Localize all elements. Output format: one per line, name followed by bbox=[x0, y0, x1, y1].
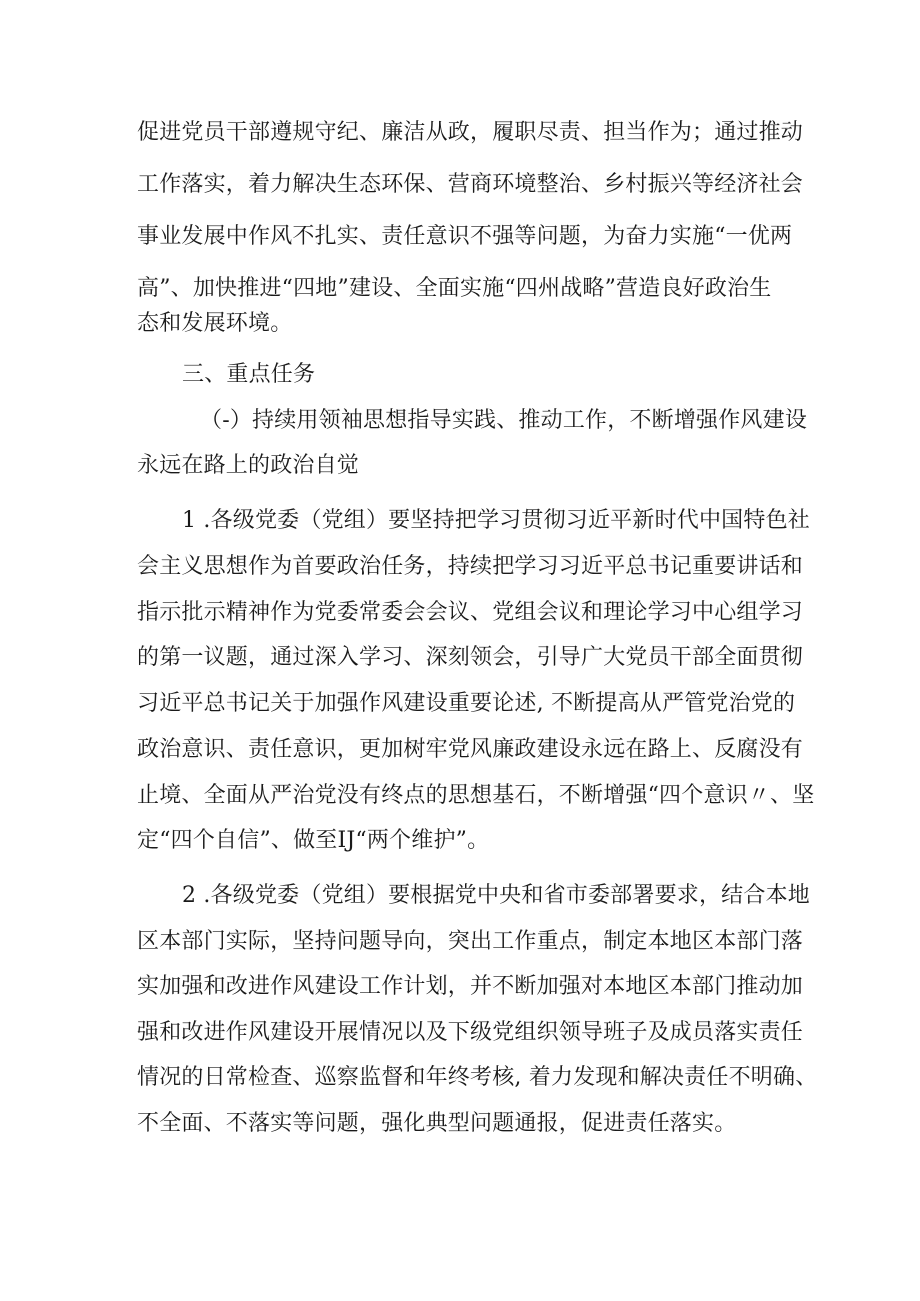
item1-line-4: 的第一议题，通过深入学习、深刻领会，引导广大党员干部全面贯彻 bbox=[137, 645, 804, 670]
item1-line-5: 习近平总书记关于加强作风建设重要论述, 不断提高从严管党治党的 bbox=[137, 691, 796, 716]
item1-line-3: 指示批示精神作为党委常委会会议、党组会议和理论学习中心组学习 bbox=[137, 600, 804, 625]
para1-line-2: 工作落实，着力解决生态环保、营商环境整治、乡村振兴等经济社会 bbox=[137, 172, 804, 197]
section-heading: 三、重点任务 bbox=[182, 362, 316, 387]
item2-line-1: 2 .各级党委（党组）要根据党中央和省市委部署要求，结合本地 bbox=[182, 883, 810, 908]
para1-line-5: 态和发展环境。 bbox=[137, 311, 293, 336]
para1-line-1: 促进党员干部遵规守纪、廉洁从政，履职尽责、担当作为；通过推动 bbox=[137, 120, 804, 145]
subheading-line-1: （-）持续用领袖思想指导实践、推动工作，不断增强作风建设 bbox=[200, 408, 808, 433]
item2-line-4: 强和改进作风建设开展情况以及下级党组织领导班子及成员落实责任 bbox=[137, 1020, 804, 1045]
item2-line-6: 不全面、不落实等问题，强化典型问题通报，促进责任落实。 bbox=[137, 1111, 737, 1136]
item1-line-7: 止境、全面从严治党没有终点的思想基石，不断增强“四个意识〃、坚 bbox=[137, 783, 815, 808]
item1-line-1: 1 .各级党委（党组）要坚持把学习贯彻习近平新时代中国特色社 bbox=[182, 508, 810, 533]
subheading-line-2: 永远在路上的政治自觉 bbox=[137, 453, 360, 478]
item2-line-3: 实加强和改进作风建设工作计划，并不断加强对本地区本部门推动加 bbox=[137, 974, 804, 999]
para1-line-4: 高”、加快推进“四地”建设、全面实施“四州战略”营造良好政治生 bbox=[137, 276, 772, 301]
item1-line-8: 定“四个自信”、做至IJ“两个维护”。 bbox=[137, 828, 490, 853]
item2-line-5: 情况的日常检查、巡察监督和年终考核, 着力发现和解决责任不明确、 bbox=[137, 1065, 818, 1090]
para1-line-3: 事业发展中作风不扎实、责任意识不强等问题，为奋力实施“一优两 bbox=[137, 224, 793, 249]
item1-line-6: 政治意识、责任意识，更加树牢党风廉政建设永远在路上、反腐没有 bbox=[137, 737, 804, 762]
item2-line-2: 区本部门实际，坚持问题导向，突出工作重点，制定本地区本部门落 bbox=[137, 929, 804, 954]
item1-line-2: 会主义思想作为首要政治任务，持续把学习习近平总书记重要讲话和 bbox=[137, 554, 804, 579]
